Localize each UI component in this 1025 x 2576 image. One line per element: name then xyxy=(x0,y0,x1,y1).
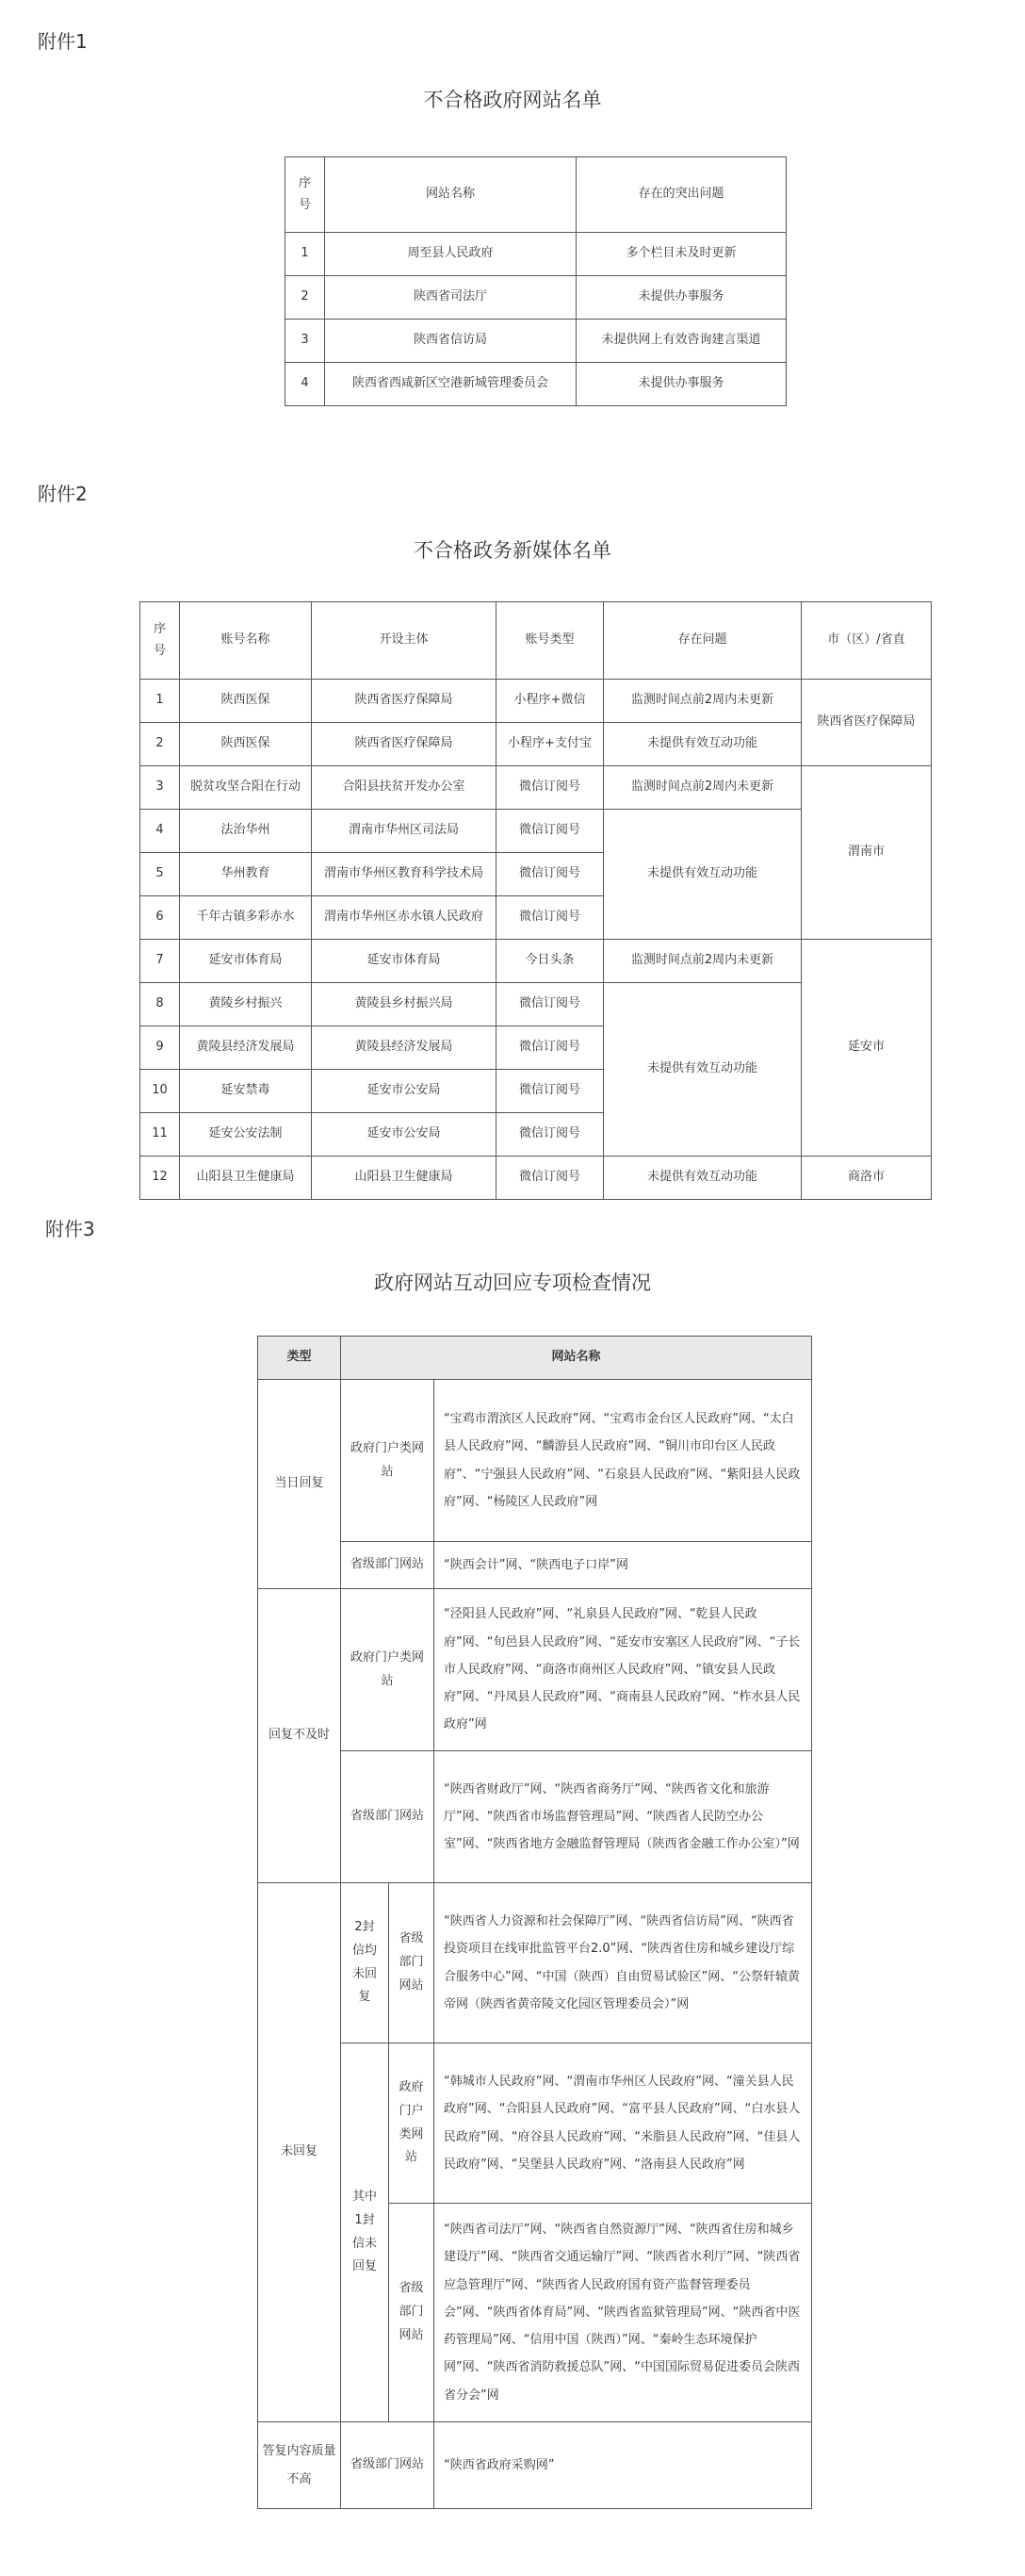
header-region: 市（区）/省直 xyxy=(802,602,932,680)
type-cell: 小程序+微信 xyxy=(496,680,604,723)
table-row xyxy=(140,1157,932,1200)
type-cell: 微信订阅号 xyxy=(496,983,604,1026)
seq-cell: 1 xyxy=(140,680,180,723)
seq-cell: 6 xyxy=(140,896,180,940)
type-cell: 微信订阅号 xyxy=(496,1070,604,1113)
site-cell: 陕西省信访局 xyxy=(325,320,577,363)
site-cell: 陕西省西咸新区空港新城管理委员会 xyxy=(325,363,577,406)
table-row xyxy=(285,363,787,406)
problem-cell: 未提供有效互动功能 xyxy=(604,723,802,766)
seq-cell: 8 xyxy=(140,983,180,1026)
annex1-title: 不合格政府网站名单 xyxy=(423,89,602,111)
problem-cell: 监测时间点前2周内未更新 xyxy=(604,766,802,810)
header-seq: 序号 xyxy=(285,157,325,233)
header-operator: 开设主体 xyxy=(312,602,496,680)
account-cell: 黄陵乡村振兴 xyxy=(180,983,312,1026)
site-list: “陕西省司法厅”网、“陕西省自然资源厅”网、“陕西省住房和城乡建设厅”网、“陕西省交通运输厅”网、“陕西省水利厅”网、“陕西省应急管理厅”网、“陕西省人民政府国有资产监督管理委员会”网、“陕西省体育局”网、“陕西省监狱管理局”网、“陕西省中医药管理局”网、“信用中国（陕西）”网、“秦岭生态环境保护网”网、“陕西省消防救援总队”网、“中国国际贸易促进委员会陕西省分会”网 xyxy=(434,2204,812,2422)
type-cell: 微信订阅号 xyxy=(496,896,604,940)
seq-cell: 7 xyxy=(140,940,180,983)
sub-portal: 政府门户类网站 xyxy=(341,1589,434,1751)
account-cell: 千年古镇多彩赤水 xyxy=(180,896,312,940)
operator-cell: 黄陵县乡村振兴局 xyxy=(312,983,496,1026)
problem-cell: 未提供办事服务 xyxy=(577,276,787,320)
header-problem: 存在的突出问题 xyxy=(577,157,787,233)
seq-cell: 4 xyxy=(285,363,325,406)
operator-cell: 延安市公安局 xyxy=(312,1070,496,1113)
problem-cell: 监测时间点前2周内未更新 xyxy=(604,940,802,983)
site-list: “宝鸡市渭滨区人民政府”网、“宝鸡市金台区人民政府”网、“太白县人民政府”网、“麟游县人民政府”网、“铜川市印台区人民政府”、“宁强县人民政府”网、“石泉县人民政府”网、“紫阳县人民政府”网、“杨陵区人民政府”网 xyxy=(434,1380,812,1542)
annex3-table xyxy=(257,1336,812,2509)
sub-provincial: 省级部门网站 xyxy=(341,2422,434,2509)
operator-cell: 渭南市华州区赤水镇人民政府 xyxy=(312,896,496,940)
type-cell: 小程序+支付宝 xyxy=(496,723,604,766)
seq-cell: 9 xyxy=(140,1026,180,1070)
account-cell: 延安公安法制 xyxy=(180,1113,312,1157)
table-row xyxy=(140,680,932,723)
region-cell: 陕西省医疗保障局 xyxy=(802,680,932,766)
account-cell: 山阳县卫生健康局 xyxy=(180,1157,312,1200)
problem-cell: 未提供有效互动功能 xyxy=(604,1157,802,1200)
category-late: 回复不及时 xyxy=(258,1589,341,1883)
site-list: “陕西省财政厅”网、“陕西省商务厅”网、“陕西省文化和旅游厅”网、“陕西省市场监督管理局”网、“陕西省人民防空办公室”网、“陕西省地方金融监督管理局（陕西省金融工作办公室）”网 xyxy=(434,1751,812,1883)
seq-cell: 5 xyxy=(140,853,180,896)
annex3-title: 政府网站互动回应专项检查情况 xyxy=(374,1272,651,1294)
account-cell: 法治华州 xyxy=(180,810,312,853)
region-cell: 渭南市 xyxy=(802,766,932,940)
seq-cell: 12 xyxy=(140,1157,180,1200)
header-site-name: 网站名称 xyxy=(341,1337,812,1380)
header-account-type: 账号类型 xyxy=(496,602,604,680)
seq-cell: 10 xyxy=(140,1070,180,1113)
header-account-name: 账号名称 xyxy=(180,602,312,680)
account-cell: 延安市体育局 xyxy=(180,940,312,983)
site-list: “陕西省人力资源和社会保障厅”网、“陕西省信访局”网、“陕西省投资项目在线审批监管平台2.0”网、“陕西省住房和城乡建设厅综合服务中心”网、“中国（陕西）自由贸易试验区”网、“公祭轩辕黄帝网（陕西省黄帝陵文化园区管理委员会）”网 xyxy=(434,1883,812,2043)
annex2-table xyxy=(139,601,932,1200)
operator-cell: 陕西省医疗保障局 xyxy=(312,723,496,766)
sub-one-letter: 其中1封信未回复 xyxy=(341,2043,389,2422)
problem-cell: 未提供办事服务 xyxy=(577,363,787,406)
account-cell: 陕西医保 xyxy=(180,723,312,766)
seq-cell: 3 xyxy=(285,320,325,363)
site-cell: 周至县人民政府 xyxy=(325,233,577,276)
annex2-label: 附件2 xyxy=(38,483,88,505)
site-list: “泾阳县人民政府”网、“礼泉县人民政府”网、“乾县人民政府”网、“旬邑县人民政府”网、“延安市安塞区人民政府”网、“子长市人民政府”网、“商洛市商州区人民政府”网、“镇安县人民政府”网、“丹凤县人民政府”网、“商南县人民政府”网、“柞水县人民政府”网 xyxy=(434,1589,812,1751)
category-low-quality: 答复内容质量不高 xyxy=(258,2422,341,2509)
annex3-label: 附件3 xyxy=(45,1218,95,1240)
type-cell: 今日头条 xyxy=(496,940,604,983)
account-cell: 延安禁毒 xyxy=(180,1070,312,1113)
site-list: “陕西会计”网、“陕西电子口岸”网 xyxy=(434,1542,812,1589)
site-list: “陕西省政府采购网” xyxy=(434,2422,812,2509)
seq-cell: 4 xyxy=(140,810,180,853)
problem-cell: 多个栏目未及时更新 xyxy=(577,233,787,276)
region-cell: 商洛市 xyxy=(802,1157,932,1200)
category-same-day: 当日回复 xyxy=(258,1380,341,1589)
sub-provincial: 省级部门网站 xyxy=(341,1542,434,1589)
account-cell: 陕西医保 xyxy=(180,680,312,723)
type-cell: 微信订阅号 xyxy=(496,810,604,853)
seq-cell: 3 xyxy=(140,766,180,810)
table-row xyxy=(285,276,787,320)
type-cell: 微信订阅号 xyxy=(496,853,604,896)
operator-cell: 渭南市华州区司法局 xyxy=(312,810,496,853)
category-no-reply: 未回复 xyxy=(258,1883,341,2422)
operator-cell: 延安市体育局 xyxy=(312,940,496,983)
site-cell: 陕西省司法厅 xyxy=(325,276,577,320)
table-row xyxy=(285,320,787,363)
table-row xyxy=(285,233,787,276)
problem-cell: 未提供有效互动功能 xyxy=(604,983,802,1157)
annex2-title: 不合格政务新媒体名单 xyxy=(414,539,611,562)
type-cell: 微信订阅号 xyxy=(496,1113,604,1157)
account-cell: 华州教育 xyxy=(180,853,312,896)
header-seq: 序号 xyxy=(140,602,180,680)
seq-cell: 2 xyxy=(285,276,325,320)
seq-cell: 2 xyxy=(140,723,180,766)
sub-provincial: 省级部门网站 xyxy=(341,1751,434,1883)
seq-cell: 11 xyxy=(140,1113,180,1157)
problem-cell: 监测时间点前2周内未更新 xyxy=(604,680,802,723)
header-type: 类型 xyxy=(258,1337,341,1380)
header-problem: 存在问题 xyxy=(604,602,802,680)
operator-cell: 陕西省医疗保障局 xyxy=(312,680,496,723)
type-cell: 微信订阅号 xyxy=(496,1026,604,1070)
sub-provincial: 省级部门网站 xyxy=(389,2204,434,2422)
operator-cell: 合阳县扶贫开发办公室 xyxy=(312,766,496,810)
operator-cell: 延安市公安局 xyxy=(312,1113,496,1157)
operator-cell: 渭南市华州区教育科学技术局 xyxy=(312,853,496,896)
problem-cell: 未提供网上有效咨询建言渠道 xyxy=(577,320,787,363)
table-row xyxy=(140,940,932,983)
sub-portal: 政府门户类网站 xyxy=(389,2043,434,2204)
type-cell: 微信订阅号 xyxy=(496,1157,604,1200)
operator-cell: 黄陵县经济发展局 xyxy=(312,1026,496,1070)
seq-cell: 1 xyxy=(285,233,325,276)
sub-two-letters: 2封信均未回复 xyxy=(341,1883,389,2043)
account-cell: 脱贫攻坚合阳在行动 xyxy=(180,766,312,810)
account-cell: 黄陵县经济发展局 xyxy=(180,1026,312,1070)
sub-provincial: 省级部门网站 xyxy=(389,1883,434,2043)
table-row xyxy=(140,766,932,810)
annex1-label: 附件1 xyxy=(38,30,88,53)
problem-cell: 未提供有效互动功能 xyxy=(604,810,802,940)
header-site-name: 网站名称 xyxy=(325,157,577,233)
region-cell: 延安市 xyxy=(802,940,932,1157)
sub-portal: 政府门户类网站 xyxy=(341,1380,434,1542)
site-list: “韩城市人民政府”网、“渭南市华州区人民政府”网、“潼关县人民政府”网、“合阳县人民政府”网、“富平县人民政府”网、“白水县人民政府”网、“府谷县人民政府”网、“米脂县人民政府”网、“佳县人民政府”网、“吴堡县人民政府”网、“洛南县人民政府”网 xyxy=(434,2043,812,2204)
operator-cell: 山阳县卫生健康局 xyxy=(312,1157,496,1200)
annex1-table xyxy=(285,156,787,406)
type-cell: 微信订阅号 xyxy=(496,766,604,810)
